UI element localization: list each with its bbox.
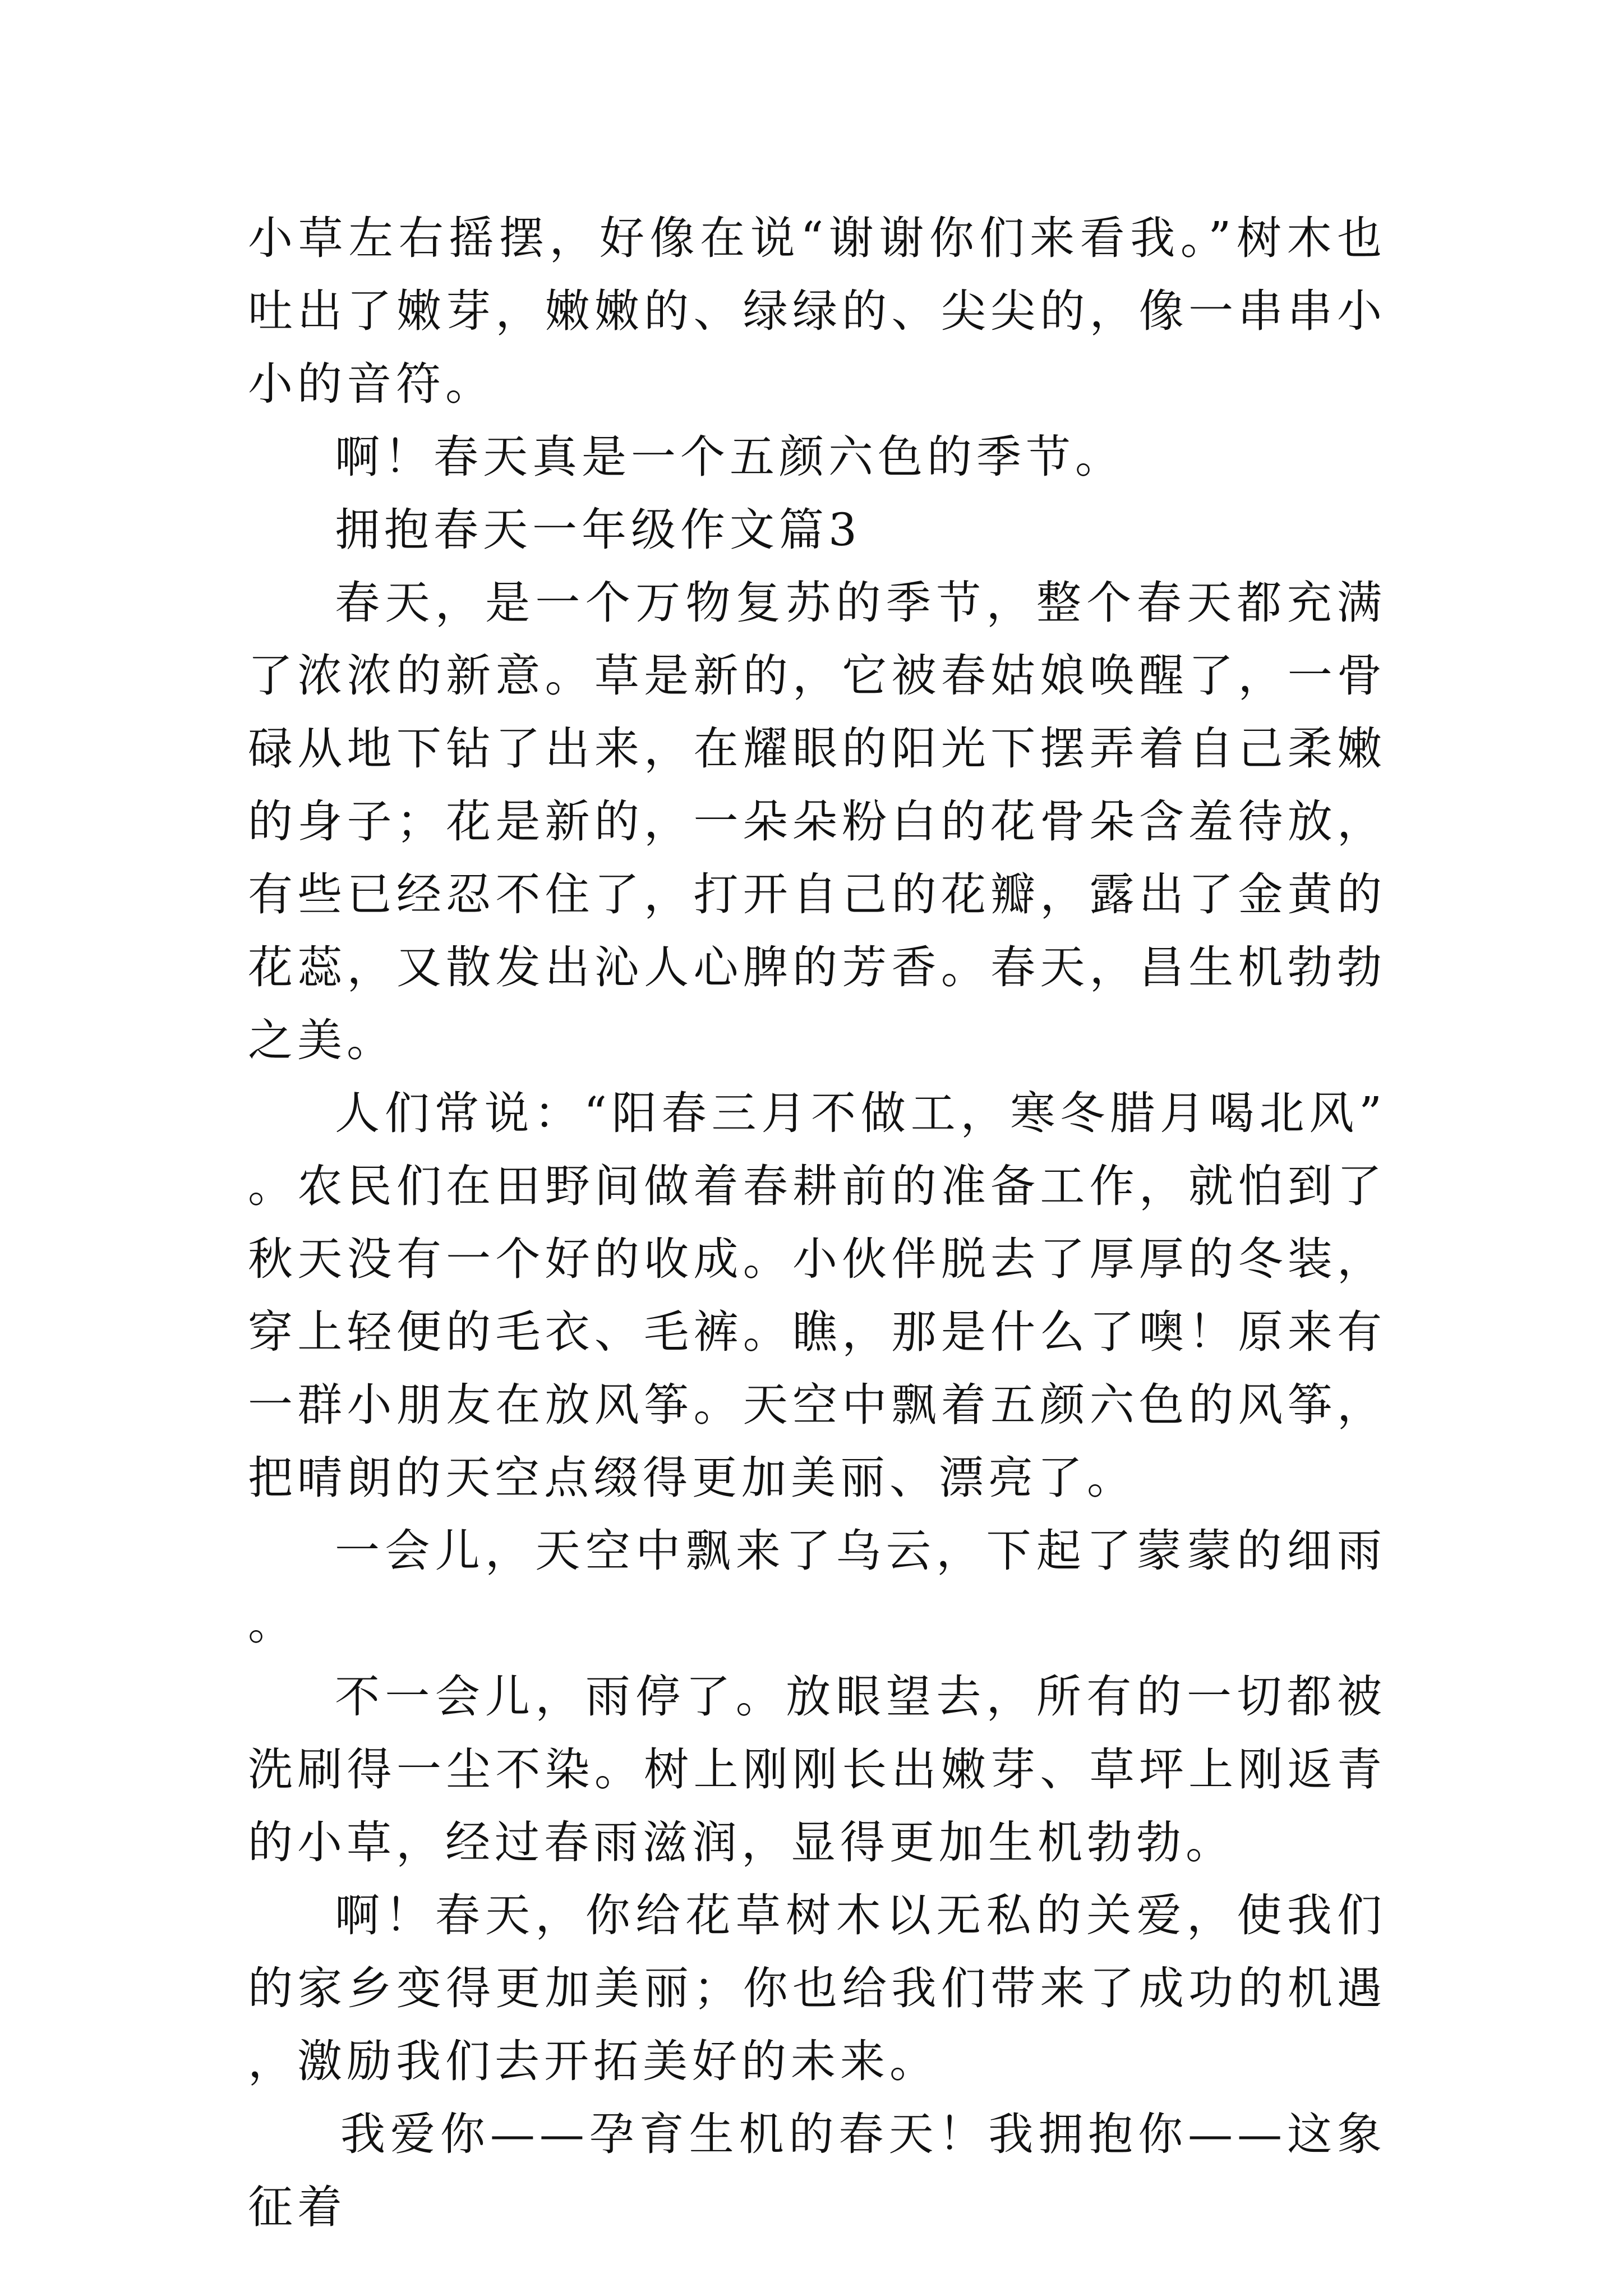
paragraph-embrace-spring: 我爱你——孕育生机的春天！我拥抱你——这象征着 (248, 2108, 1386, 2233)
paragraph-spring-renewal: 春天，是一个万物复苏的季节，整个春天都充满了浓浓的新意。草是新的，它被春姑娘唤醒了，一骨碌从地下钻了出来，在耀眼的阳光下摆弄着自己柔嫩的身子；花是新的，一朵朵粉白的花骨朵含羞待放，有些已经忍不住了，打开自己的花瓣，露出了金黄的花蕊，又散发出沁人心脾的芳香。春天，昌生机勃勃之美。 (248, 577, 1386, 1066)
article-body (248, 202, 1386, 2244)
paragraph-after-rain: 不一会儿，雨停了。放眼望去，所有的一切都被洗刷得一尘不染。树上刚刚长出嫩芽、草坪上刚返青的小草，经过春雨滋润，显得更加生机勃勃。 (248, 1671, 1386, 1869)
paragraph-clouds-rain: 一会儿，天空中飘来了乌云，下起了蒙蒙的细雨。 (248, 1525, 1386, 1650)
paragraph-spring-love: 啊！春天，你给花草树木以无私的关爱，使我们的家乡变得更加美丽；你也给我们带来了成功的机遇，激励我们去开拓美好的未来。 (248, 1889, 1386, 2087)
paragraph-colorful-season: 啊！春天真是一个五颜六色的季节。 (335, 431, 1124, 483)
article-heading: 拥抱春天一年级作文篇3 (335, 504, 861, 556)
paragraph-grass-trees: 小草左右摇摆，好像在说“谢谢你们来看我。”树木也吐出了嫩芽，嫩嫩的、绿绿的、尖尖的，像一串串小小的音符。 (248, 212, 1386, 410)
paragraph-kites: 人们常说：“阳春三月不做工，寒冬腊月喝北风”。农民们在田野间做着春耕前的准备工作，就怕到了秋天没有一个好的收成。小伙伴脱去了厚厚的冬装，穿上轻便的毛衣、毛裤。瞧，那是什么了噢！原来有一群小朋友在放风筝。天空中飘着五颜六色的风筝，把晴朗的天空点缀得更加美丽、漂亮了。 (248, 1087, 1386, 1504)
